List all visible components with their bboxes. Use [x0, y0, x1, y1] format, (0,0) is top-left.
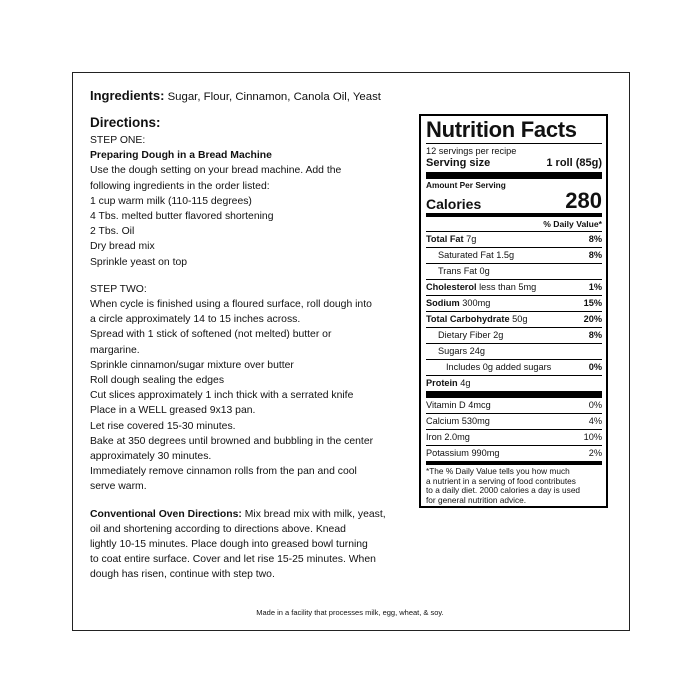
- nutrient-dv: 20%: [583, 314, 602, 324]
- nutrient-row-sugars: [426, 343, 602, 359]
- text-line: lightly 10-15 minutes. Place dough into greased bowl turning: [90, 539, 368, 551]
- nutrient-dv: 8%: [588, 330, 602, 340]
- nutrient-amount: 2g: [490, 330, 504, 340]
- ingredients-label: Ingredients:: [90, 88, 165, 103]
- vitamin-row: [426, 429, 602, 445]
- nutrient-amount: less than 5mg: [476, 282, 537, 292]
- vitamin-label: Vitamin D 4mcg: [426, 400, 491, 410]
- nutrient-label: Sugars: [438, 346, 468, 356]
- serving-size-row: [426, 157, 602, 170]
- nutrition-facts-panel: [419, 114, 608, 508]
- footnote-line: *The % Daily Value tells you how much: [426, 466, 570, 476]
- vitamin-row: [426, 398, 602, 413]
- nutrient-amount: 50g: [509, 314, 528, 324]
- text-line: 4 Tbs. melted butter flavored shortening: [90, 211, 274, 223]
- footnote-line: a nutrient in a serving of food contributes: [426, 475, 576, 486]
- step-one-text: [90, 163, 390, 269]
- daily-value-header: % Daily Value*: [543, 219, 602, 229]
- nutrient-label: Sodium: [426, 298, 460, 308]
- step-one-label: STEP ONE:: [90, 135, 146, 146]
- nutrient-label: Includes 0g added sugars: [446, 362, 552, 372]
- footnote-line: for general nutrition advice.: [426, 494, 527, 505]
- text-line: Cut slices approximately 1 inch thick with a serrated knife: [90, 390, 354, 402]
- daily-value-footnote: [426, 465, 602, 505]
- nutrient-amount: 7g: [463, 234, 477, 244]
- nutrient-label: Total Fat: [426, 234, 464, 244]
- nutrient-label: Dietary Fiber: [438, 330, 491, 340]
- step-one-subheading: Preparing Dough in a Bread Machine: [90, 150, 272, 162]
- allergen-footer: Made in a facility that processes milk, egg, wheat, & soy.: [256, 608, 444, 617]
- nutrient-dv: 0%: [588, 362, 602, 372]
- nutrient-label: Saturated Fat: [438, 250, 494, 260]
- footnote-line: to a daily diet. 2000 calories a day is used: [426, 485, 581, 496]
- nutrient-label: Total Carbohydrate: [426, 314, 510, 324]
- text-line: 2 Tbs. Oil: [90, 226, 135, 238]
- nutrient-row-saturated-fat: [426, 247, 602, 263]
- text-line: Mix bread mix with milk, yeast,: [241, 508, 386, 520]
- directions-column: [90, 88, 390, 583]
- nutrient-row-trans-fat: [426, 263, 602, 279]
- nutrient-dv: 8%: [588, 250, 602, 260]
- nutrient-label: Protein: [426, 378, 458, 388]
- text-line: Sprinkle cinnamon/sugar mixture over butter: [90, 359, 294, 371]
- nutrient-row-total-fat: [426, 231, 602, 247]
- nutrient-dv: 15%: [583, 298, 602, 308]
- nutrient-label: Cholesterol: [426, 282, 477, 292]
- calories-row: [426, 190, 602, 212]
- nutrient-row-cholesterol: [426, 279, 602, 295]
- text-line: following ingredients in the order listed:: [90, 180, 270, 192]
- nutrient-row-sodium: [426, 295, 602, 311]
- text-line: approximately 30 minutes.: [90, 451, 212, 463]
- nutrient-row-added-sugars: [426, 359, 602, 375]
- vitamin-row: [426, 413, 602, 429]
- ingredients-line: [90, 88, 390, 105]
- calories-value: 280: [565, 188, 602, 213]
- text-line: Dry bread mix: [90, 241, 155, 253]
- ingredients-value: Sugar, Flour, Cinnamon, Canola Oil, Yeast: [164, 91, 381, 103]
- nutrient-dv: 8%: [588, 234, 602, 244]
- step-two-text: [90, 297, 390, 495]
- serving-size-value: 1 roll (85g): [546, 157, 602, 169]
- text-line: Roll dough sealing the edges: [90, 375, 225, 387]
- servings-per-recipe: 12 servings per recipe: [426, 146, 517, 156]
- serving-size-label: Serving size: [426, 157, 491, 169]
- text-line: Let rise covered 15-30 minutes.: [90, 420, 236, 432]
- step-two-label: STEP TWO:: [90, 283, 147, 295]
- text-line: dough has risen, continue with step two.: [90, 569, 275, 581]
- nutrition-facts-title: Nutrition Facts: [426, 117, 577, 142]
- oven-directions: [90, 507, 390, 583]
- directions-heading: Directions:: [90, 115, 161, 130]
- text-line: Sprinkle yeast on top: [90, 256, 188, 268]
- text-line: serve warm.: [90, 481, 147, 493]
- nutrient-dv: 1%: [588, 282, 602, 292]
- nutrient-row-total-carbohydrate: [426, 311, 602, 327]
- nutrient-row-protein: [426, 375, 602, 391]
- vitamin-label: Iron 2.0mg: [426, 432, 470, 442]
- vitamin-dv: 2%: [588, 448, 602, 458]
- nutrient-amount: 24g: [467, 346, 486, 356]
- nutrient-amount: 300mg: [459, 298, 491, 308]
- vitamin-dv: 10%: [583, 432, 602, 442]
- text-line: Spread with 1 stick of softened (not melted) butter or: [90, 329, 332, 341]
- text-line: Immediately remove cinnamon rolls from the pan and cool: [90, 466, 357, 478]
- vitamin-row: [426, 445, 602, 461]
- text-line: When cycle is finished using a floured surface, roll dough into: [90, 299, 372, 311]
- nutrient-amount: 1.5g: [493, 250, 515, 260]
- calories-label: Calories: [426, 196, 482, 212]
- vitamin-label: Calcium 530mg: [426, 416, 490, 426]
- text-line: Place in a WELL greased 9x13 pan.: [90, 405, 256, 417]
- text-line: Use the dough setting on your bread machine. Add the: [90, 165, 342, 177]
- nutrient-amount: 0g: [476, 266, 490, 276]
- nutrient-label: Trans Fat: [438, 266, 477, 276]
- nutrient-amount: 4g: [457, 378, 471, 388]
- text-line: a circle approximately 14 to 15 inches across.: [90, 314, 301, 326]
- text-line: Bake at 350 degrees until browned and bubbling in the center: [90, 435, 374, 447]
- text-line: 1 cup warm milk (110-115 degrees): [90, 195, 252, 207]
- vitamin-dv: 4%: [588, 416, 602, 426]
- nutrient-row-dietary-fiber: [426, 327, 602, 343]
- text-line: margarine.: [90, 344, 140, 356]
- text-line: oil and shortening according to directions above. Knead: [90, 523, 346, 535]
- text-line: to coat entire surface. Cover and let rise 15-25 minutes. When: [90, 554, 376, 566]
- amount-per-serving: Amount Per Serving: [426, 180, 506, 190]
- oven-label: Conventional Oven Directions:: [90, 508, 242, 520]
- vitamin-label: Potassium 990mg: [426, 448, 500, 458]
- vitamin-dv: 0%: [588, 400, 602, 410]
